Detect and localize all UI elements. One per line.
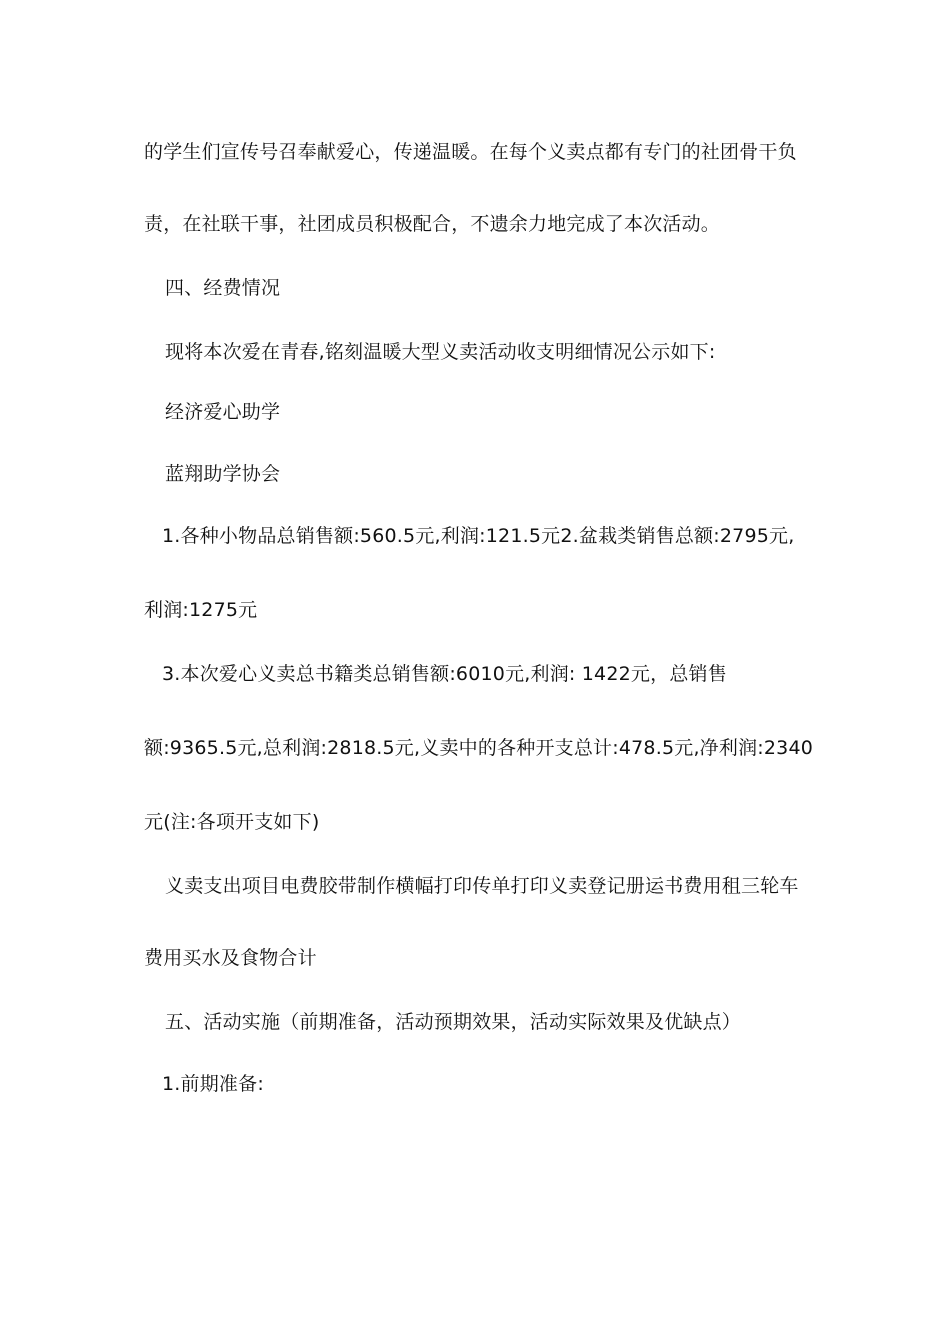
paragraph-line: 利润:1275元 bbox=[144, 599, 258, 621]
paragraph-line: 额:9365.5元,总利润:2818.5元,义卖中的各种开支总计:478.5元,净利润:2340 bbox=[144, 737, 814, 759]
paragraph-line: 现将本次爱在青春,铭刻温暖大型义卖活动收支明细情况公示如下: bbox=[165, 341, 716, 363]
paragraph-line: 义卖支出项目电费胶带制作横幅打印传单打印义卖登记册运书费用租三轮车 bbox=[165, 875, 799, 897]
section-heading-implementation: 五、活动实施（前期准备，活动预期效果，活动实际效果及优缺点） bbox=[165, 1011, 742, 1033]
list-item-line: 1.各种小物品总销售额:560.5元,利润:121.5元2.盆栽类销售总额:2795元, bbox=[162, 525, 795, 547]
list-item-line: 1.前期准备: bbox=[162, 1073, 264, 1095]
paragraph-line: 的学生们宣传号召奉献爱心，传递温暖。在每个义卖点都有专门的社团骨干负 bbox=[144, 141, 797, 163]
paragraph-line: 费用买水及食物合计 bbox=[144, 947, 317, 969]
paragraph-line: 责，在社联干事，社团成员积极配合，不遗余力地完成了本次活动。 bbox=[144, 213, 721, 235]
paragraph-line: 经济爱心助学 bbox=[165, 401, 281, 423]
list-item-line: 3.本次爱心义卖总书籍类总销售额:6010元,利润: 1422元，总销售 bbox=[162, 663, 727, 685]
section-heading-funding: 四、经费情况 bbox=[165, 277, 281, 299]
paragraph-line: 元(注:各项开支如下) bbox=[144, 811, 320, 833]
paragraph-line: 蓝翔助学协会 bbox=[165, 463, 281, 485]
